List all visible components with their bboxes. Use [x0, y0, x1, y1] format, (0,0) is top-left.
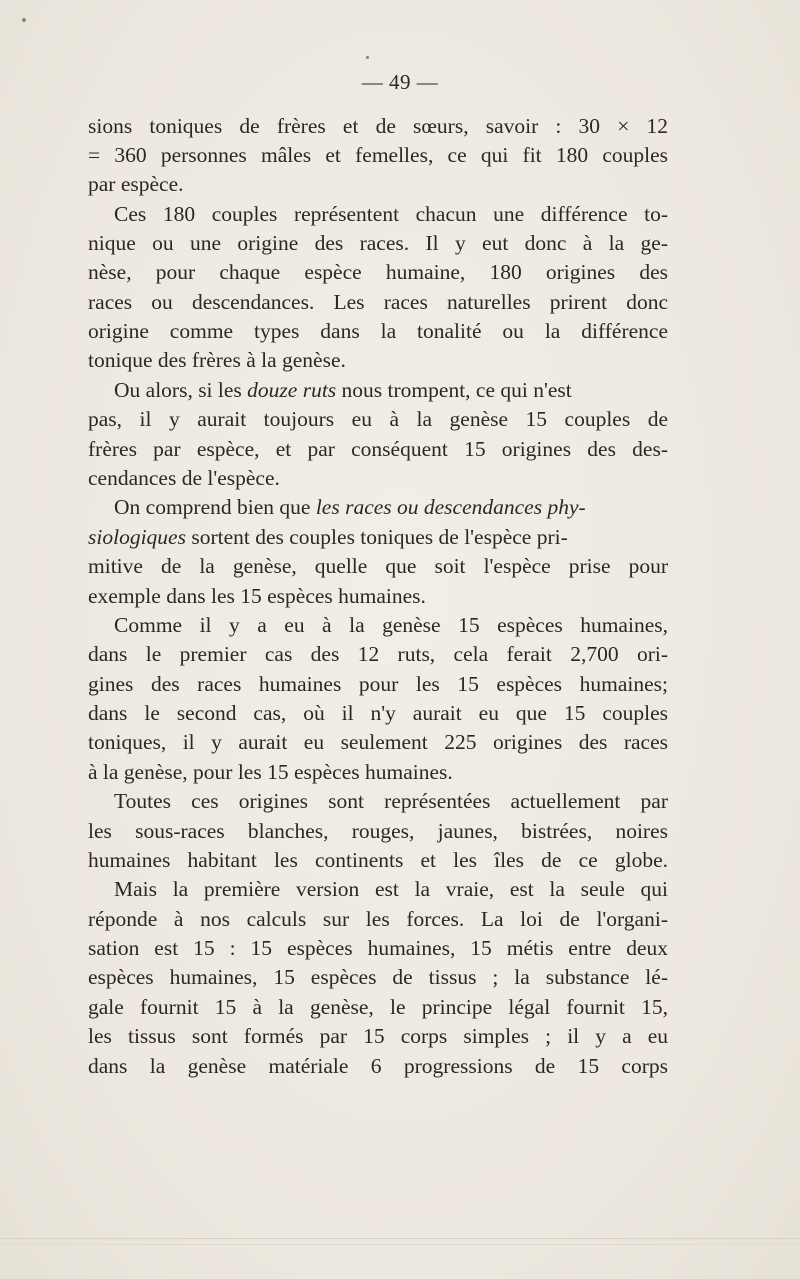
text-line: origine comme types dans la tonalité ou la différence	[88, 319, 668, 343]
italic-text: siologiques	[88, 525, 186, 549]
text-line: pas, il y aurait toujours eu à la genèse 15 couples de	[88, 407, 668, 431]
text-line: gines des races humaines pour les 15 espèces humaines;	[88, 672, 668, 696]
paper-speck	[22, 18, 26, 22]
text-line: gale fournit 15 à la genèse, le principe légal fournit 15,	[88, 995, 668, 1019]
text-line: réponde à nos calculs sur les forces. La loi de l'organi-	[88, 907, 668, 931]
text-line: dans le premier cas des 12 ruts, cela ferait 2,700 ori-	[88, 642, 668, 666]
text-run: On comprend bien que	[114, 495, 316, 519]
text-line: nèse, pour chaque espèce humaine, 180 origines des	[88, 260, 668, 284]
text-line: mitive de la genèse, quelle que soit l'espèce prise pour	[88, 554, 668, 578]
text-line: dans le second cas, où il n'y aurait eu que 15 couples	[88, 701, 668, 725]
text-line: les sous-races blanches, rouges, jaunes, bistrées, noires	[88, 819, 668, 843]
text-line: espèces humaines, 15 espèces de tissus ; la substance lé-	[88, 965, 668, 989]
text-line: Ces 180 couples représentent chacun une différence to-	[114, 202, 668, 226]
text-line: dans la genèse matériale 6 progressions de 15 corps	[88, 1054, 668, 1078]
text-line	[88, 376, 668, 405]
text-line	[88, 523, 668, 552]
text-line: frères par espèce, et par conséquent 15 origines des des-	[88, 437, 668, 461]
text-line: = 360 personnes mâles et femelles, ce qui fit 180 couples	[88, 143, 668, 167]
text-line: sions toniques de frères et de sœurs, savoir : 30 × 12	[88, 114, 668, 138]
text-line: humaines habitant les continents et les îles de ce globe.	[88, 848, 668, 872]
text-line: Toutes ces origines sont représentées actuellement par	[114, 789, 668, 813]
text-line: les tissus sont formés par 15 corps simples ; il y a eu	[88, 1024, 668, 1048]
text-line: sation est 15 : 15 espèces humaines, 15 métis entre deux	[88, 936, 668, 960]
italic-text: les races ou descendances phy-	[315, 495, 586, 519]
page-number: — 49 —	[361, 70, 439, 94]
page-edge-line	[0, 1244, 800, 1245]
text-line: exemple dans les 15 espèces humaines.	[88, 584, 426, 608]
paper-speck	[366, 56, 369, 59]
text-run: Ou alors, si les	[114, 378, 248, 402]
text-line: à la genèse, pour les 15 espèces humaines.	[88, 760, 453, 784]
text-line: Mais la première version est la vraie, est la seule qui	[114, 877, 668, 901]
text-line: par espèce.	[88, 172, 184, 196]
text-line: cendances de l'espèce.	[88, 466, 280, 490]
text-run: sortent des couples toniques de l'espèce pri-	[185, 525, 568, 549]
text-line: nique ou une origine des races. Il y eut donc à la ge-	[88, 231, 668, 255]
text-line: toniques, il y aurait eu seulement 225 origines des races	[88, 730, 668, 754]
page-edge-line	[0, 1238, 800, 1239]
text-line	[88, 493, 668, 522]
text-line: tonique des frères à la genèse.	[88, 348, 346, 372]
text-run: nous trompent, ce qui n'est	[336, 378, 572, 402]
text-line: races ou descendances. Les races naturelles prirent donc	[88, 290, 668, 314]
text-line: Comme il y a eu à la genèse 15 espèces humaines,	[114, 613, 668, 637]
italic-text: douze ruts	[247, 378, 337, 402]
